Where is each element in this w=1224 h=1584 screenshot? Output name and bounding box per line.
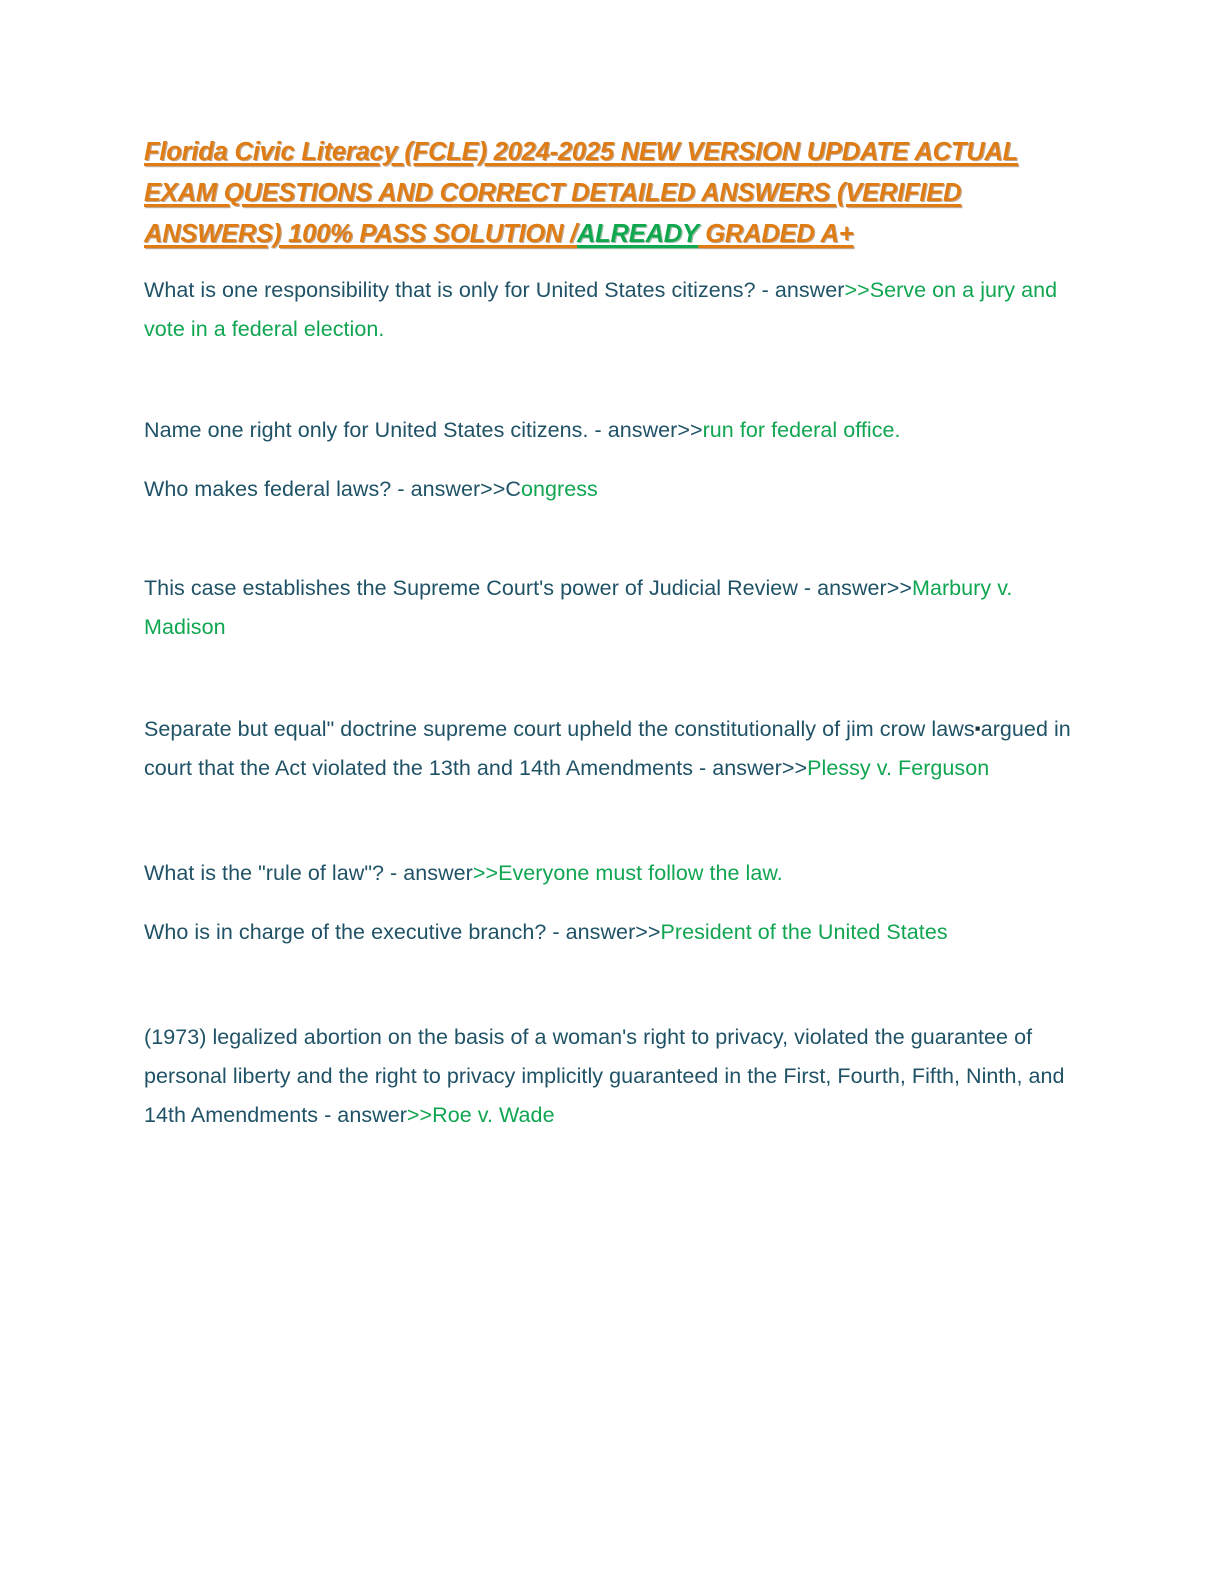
question-text: Who makes federal laws? - answer>>C (144, 477, 521, 501)
qa-entry (144, 271, 1079, 349)
answer-separator: >> (406, 1103, 433, 1127)
question-text: What is one responsibility that is only for United States citizens? - answer (144, 278, 845, 302)
answer-text: Marbury v. Madison (144, 576, 1013, 639)
spacer (144, 349, 1090, 411)
page-title-part-3: GRADED A+ (698, 220, 854, 248)
qa-entry (144, 1018, 1079, 1135)
answer-text: Plessy v. Ferguson (807, 756, 990, 780)
qa-entry (144, 569, 1079, 647)
question-text: Who is in charge of the executive branch? - answer>> (144, 920, 661, 944)
qa-entry (144, 470, 1079, 509)
answer-text: run for federal office. (702, 418, 901, 442)
spacer (144, 893, 1090, 913)
spacer (144, 647, 1090, 709)
qa-entry (144, 854, 1079, 893)
page-title-part-1: Florida Civic Literacy (FCLE) 2024-2025 NEW VERSION UPDATE ACTUAL EXAM QUESTIONS AND CORRECT DETAILED ANSWERS (VERIFIED ANSWERS) 100% PASS SOLUTION / (144, 138, 1019, 248)
qa-entry (144, 913, 1079, 952)
answer-text: Roe v. Wade (432, 1103, 555, 1127)
answer-text: President of the United States (660, 920, 948, 944)
answer-separator: >> (472, 861, 499, 885)
spacer (144, 788, 1090, 854)
spacer (144, 509, 1090, 569)
answer-separator: >> (844, 278, 870, 302)
page-title-part-already: ALREADY (576, 220, 699, 248)
question-text: (1973) legalized abortion on the basis of a woman's right to privacy, violated the guarantee of personal liberty and the right to privacy implicitly guaranteed in the First, Fourth, Fifth, Ninth, and 14th Amendments - answer (144, 1025, 1065, 1127)
qa-entry (144, 411, 1079, 450)
question-text-after-bullet: argued in court that the Act violated the 13th and 14th Amendments - answer>> (144, 717, 1071, 780)
question-text: This case establishes the Supreme Court's power of Judicial Review - answer>> (144, 576, 912, 600)
answer-text: ongress (520, 477, 598, 501)
answer-text: Everyone must follow the law. (498, 861, 783, 885)
question-text: Name one right only for United States citizens. - answer>> (144, 418, 703, 442)
answer-text: Serve on a jury and vote in a federal election. (144, 278, 1058, 341)
spacer (144, 450, 1090, 470)
square-bullet-icon: ▪ (974, 719, 981, 738)
page-title (144, 132, 1090, 255)
spacer (144, 952, 1090, 1018)
question-text: What is the "rule of law"? - answer (144, 861, 473, 885)
qa-entry (144, 709, 1079, 788)
question-text-before-bullet: Separate but equal" doctrine supreme court upheld the constitutionally of jim crow laws (144, 717, 975, 741)
